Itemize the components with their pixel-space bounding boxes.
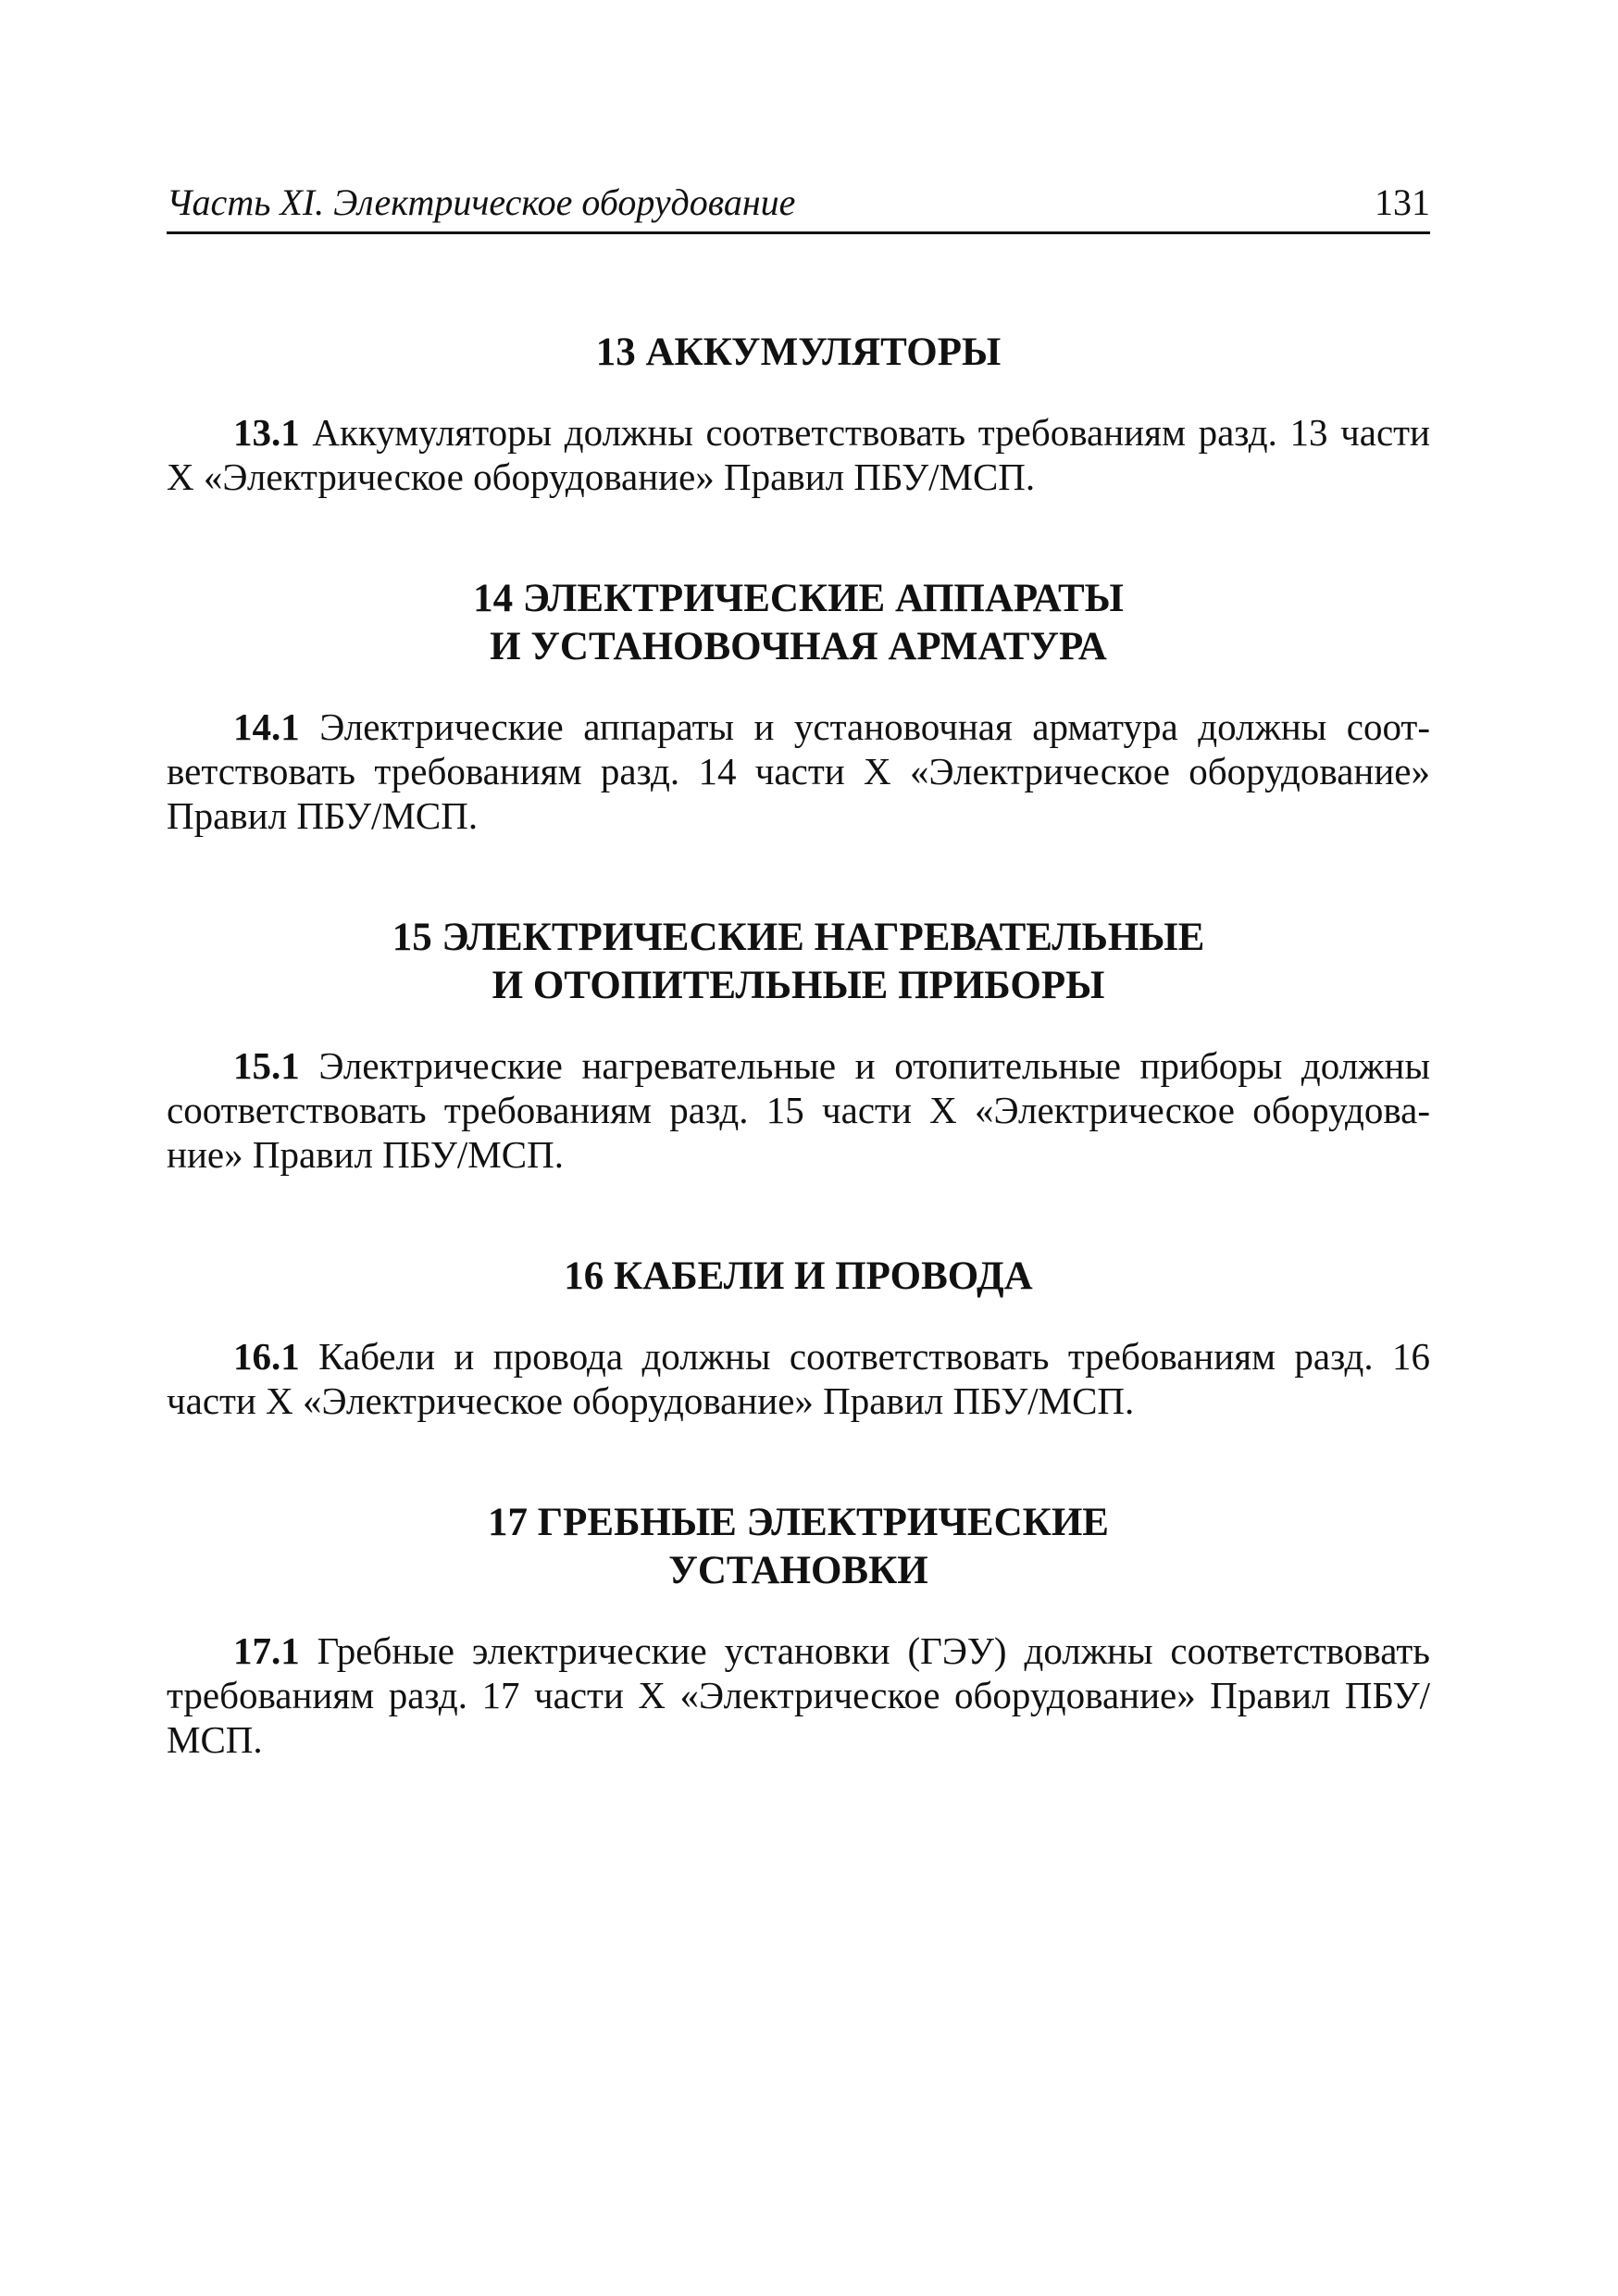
clause-text: Электрические нагревательные и отопительные приборы должны соответствовать требованиям разд. 15 части X «Электрическое оборудование» Правил ПБУ/МСП.	[167, 1044, 1430, 1176]
section-heading	[167, 1253, 1430, 1301]
clause-number: 14.1	[233, 705, 300, 748]
section-heading	[167, 329, 1430, 377]
section-heading-line: И ОТОПИТЕЛЬНЫЕ ПРИБОРЫ	[492, 964, 1105, 1007]
section-heading-line: 13 АККУМУЛЯТОРЫ	[595, 331, 1002, 374]
clause-paragraph	[167, 1334, 1430, 1423]
page-header	[167, 176, 1430, 234]
clause-text: Кабели и провода должны соответствовать требованиям разд. 16 части X «Электрическое оборудование» Правил ПБУ/МСП.	[167, 1335, 1430, 1422]
section-heading	[167, 1499, 1430, 1595]
clause-paragraph	[167, 410, 1430, 499]
section-heading	[167, 575, 1430, 671]
section-heading-line: 16 КАБЕЛИ И ПРОВОДА	[564, 1254, 1033, 1298]
section-heading-line: 15 ЭЛЕКТРИЧЕСКИЕ НАГРЕВАТЕЛЬНЫЕ	[392, 916, 1205, 959]
section-heading-line: 14 ЭЛЕКТРИЧЕСКИЕ АППАРАТЫ	[473, 577, 1124, 620]
section-heading-line: И УСТАНОВОЧНАЯ АРМАТУРА	[490, 625, 1107, 668]
page-content	[167, 329, 1430, 1838]
clause-text: Электрические аппараты и установочная арматура должны соответствовать требованиям разд. 14 части X «Электрическое оборудование» Правил ПБУ/МСП.	[167, 705, 1430, 837]
clause-paragraph	[167, 705, 1430, 838]
clause-text: Аккумуляторы должны соответствовать требованиям разд. 13 части X «Электрическое оборудование» Правил ПБУ/МСП.	[167, 411, 1431, 498]
section-17	[167, 1499, 1430, 1762]
section-16	[167, 1253, 1430, 1423]
clause-number: 15.1	[233, 1044, 300, 1087]
page-number: 131	[1375, 181, 1430, 223]
section-14	[167, 575, 1430, 838]
running-title: Часть XI. Электрическое оборудование	[167, 181, 796, 223]
clause-number: 16.1	[233, 1335, 300, 1378]
clause-number: 13.1	[233, 411, 300, 454]
clause-paragraph	[167, 1043, 1430, 1177]
section-13	[167, 329, 1430, 499]
section-heading-line: 17 ГРЕБНЫЕ ЭЛЕКТРИЧЕСКИЕ	[488, 1501, 1109, 1544]
section-heading	[167, 914, 1430, 1010]
clause-text: Гребные электрические установки (ГЭУ) должны соответствовать требованиям разд. 17 части X «Электрическое оборудование» Правил ПБУ/МСП.	[167, 1629, 1431, 1761]
clause-paragraph	[167, 1628, 1430, 1762]
clause-number: 17.1	[233, 1629, 300, 1672]
section-15	[167, 914, 1430, 1177]
section-heading-line: УСТАНОВКИ	[668, 1549, 928, 1592]
